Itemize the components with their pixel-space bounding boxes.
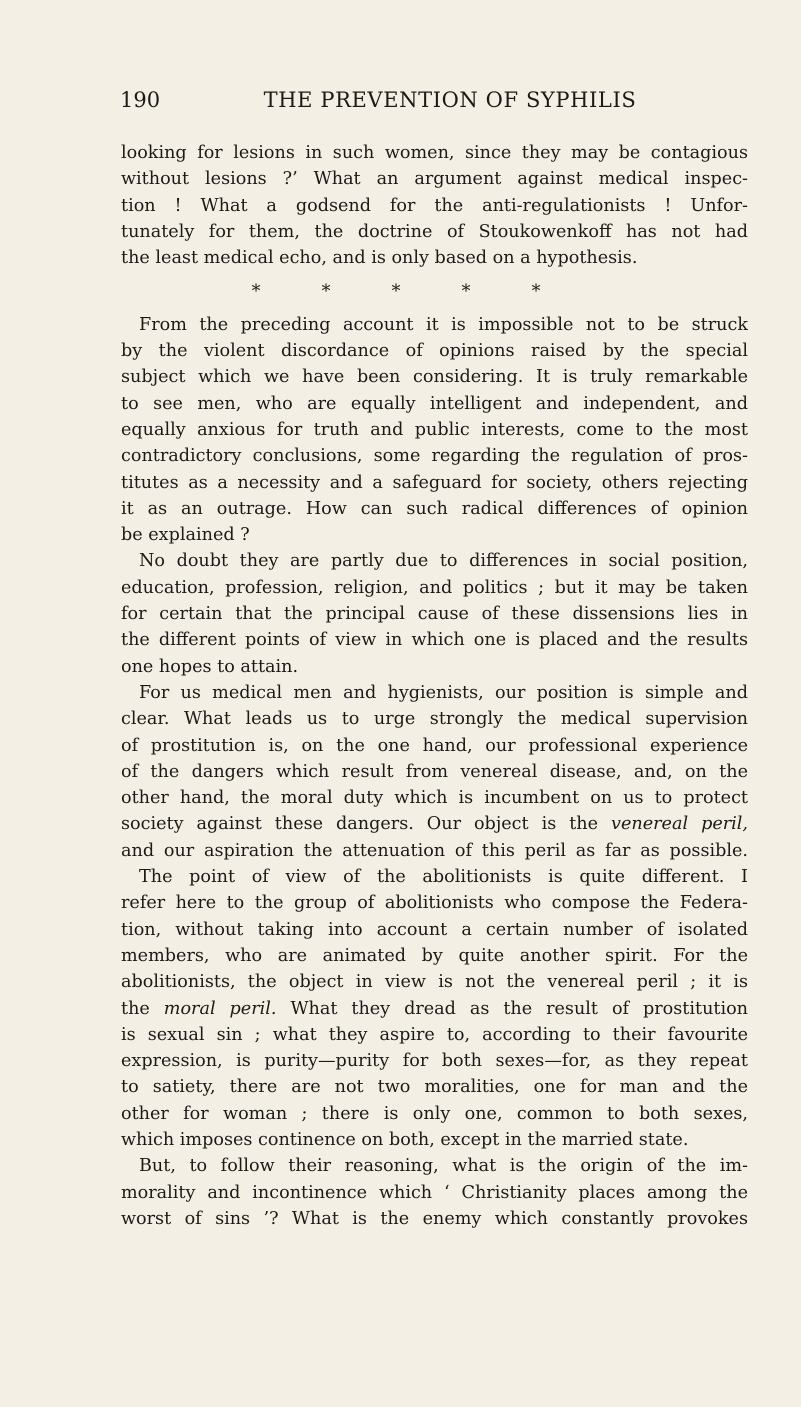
section-break-asterisks: [121, 279, 748, 305]
text-line: From the preceding account it is impossible not to be struck: [139, 314, 748, 335]
text-line: morality and incontinence which ‘ Christianity places among the: [121, 1182, 748, 1203]
asterisk: *: [251, 282, 261, 303]
text-line: The point of view of the abolitionists is quite different. I: [139, 867, 748, 888]
text-line: worst of sins ’? What is the enemy which constantly provokes: [121, 1208, 748, 1229]
paragraph-2: [121, 312, 748, 549]
text-line: the different points of view in which one is placed and the results: [121, 630, 748, 651]
asterisk: *: [391, 282, 401, 303]
page-header: [120, 88, 740, 118]
text-line: tion, without taking into account a certain number of isolated: [121, 919, 748, 940]
text-line: For us medical men and hygienists, our position is simple and: [139, 682, 748, 703]
text-line: and our aspiration the attenuation of this peril as far as possible.: [121, 840, 748, 861]
text-line: of the dangers which result from venereal disease, and, on the: [121, 761, 748, 782]
text-line: [121, 996, 748, 1022]
text-line: which imposes continence on both, except in the married state.: [121, 1129, 689, 1150]
paragraph-4: [121, 680, 748, 864]
text-line: subject which we have been considering. It is truly remarkable: [121, 367, 748, 388]
text-line: to see men, who are equally intelligent and independent, and: [121, 393, 748, 414]
text-line: abolitionists, the object in view is not the venereal peril ; it is: [121, 972, 748, 993]
text-line: clear. What leads us to urge strongly the medical supervision: [121, 709, 748, 730]
paragraph-6: [121, 1153, 748, 1232]
text-line: is sexual sin ; what they aspire to, according to their favourite: [121, 1024, 748, 1045]
text-run: the: [121, 998, 164, 1019]
text-run: society against these dangers. Our object is the: [121, 814, 612, 835]
text-line: it as an outrage. How can such radical differences of opinion: [121, 498, 748, 519]
text-line: No doubt they are partly due to differences in social position,: [139, 551, 748, 572]
text-line: [121, 811, 748, 837]
asterisk: *: [461, 282, 471, 303]
text-line: refer here to the group of abolitionists who compose the Federa-: [121, 893, 748, 914]
text-line: be explained ?: [121, 525, 250, 546]
body-text: [121, 140, 748, 1232]
asterisk: *: [321, 282, 331, 303]
paragraph-5: [121, 864, 748, 1153]
text-line: of prostitution is, on the one hand, our professional experience: [121, 735, 748, 756]
text-line: other hand, the moral duty which is incumbent on us to protect: [121, 788, 748, 809]
text-line: tion ! What a godsend for the anti-regulationists ! Unfor-: [121, 195, 748, 216]
italic-phrase: venereal peril,: [611, 814, 748, 835]
text-line: members, who are animated by quite another spirit. For the: [121, 945, 748, 966]
text-line: But, to follow their reasoning, what is the origin of the im-: [139, 1156, 748, 1177]
text-line: looking for lesions in such women, since they may be contagious: [121, 143, 748, 163]
text-line: contradictory conclusions, some regarding the regulation of pros-: [121, 446, 748, 467]
paragraph-1: [121, 140, 748, 271]
paragraph-3: [121, 548, 748, 679]
text-line: the least medical echo, and is only based on a hypothesis.: [121, 248, 638, 269]
page-number: 190: [120, 88, 161, 112]
text-line: tunately for them, the doctrine of Stoukowenkoff has not had: [121, 221, 748, 242]
text-line: other for woman ; there is only one, common to both sexes,: [121, 1103, 748, 1124]
text-run: What they dread as the result of prostitution: [276, 998, 748, 1019]
text-line: expression, is purity—purity for both sexes—for, as they repeat: [121, 1051, 748, 1072]
text-line: equally anxious for truth and public interests, come to the most: [121, 419, 748, 440]
text-line: by the violent discordance of opinions raised by the special: [121, 341, 748, 362]
text-line: titutes as a necessity and a safeguard for society, others rejecting: [121, 472, 748, 493]
italic-phrase: moral peril.: [163, 998, 277, 1019]
asterisk: *: [531, 282, 541, 303]
text-line: one hopes to attain.: [121, 656, 299, 677]
text-line: education, profession, religion, and politics ; but it may be taken: [121, 577, 748, 598]
text-line: without lesions ?’ What an argument against medical inspec-: [121, 169, 748, 190]
running-title: THE PREVENTION OF SYPHILIS: [263, 88, 637, 112]
text-line: to satiety, there are not two moralities, one for man and the: [121, 1077, 748, 1098]
text-line: for certain that the principal cause of these dissensions lies in: [121, 604, 748, 625]
